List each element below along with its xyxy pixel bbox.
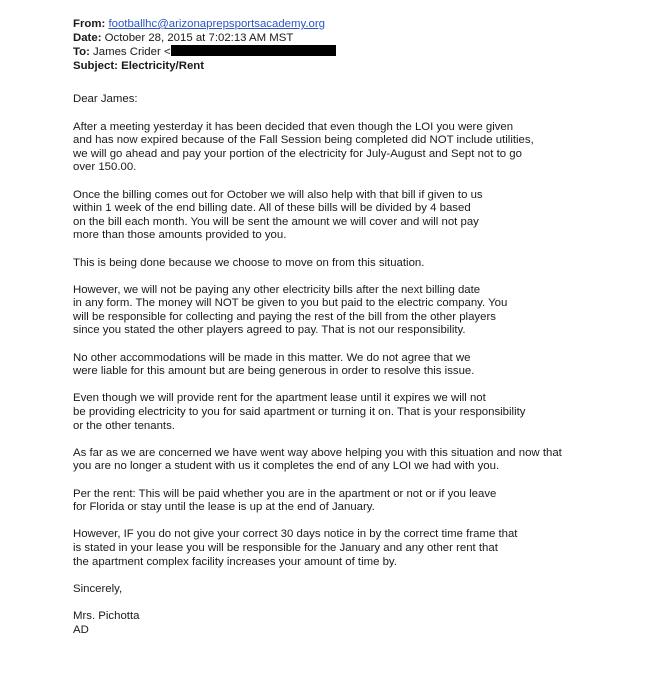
body-paragraph-1: After a meeting yesterday it has been decided that even though the LOI you were given and has now expired because of the Fall Session being completed did NOT include utilities, we will go ahead and pay your portion of the electricity for July-August and Sept not to go over 150.00. [73, 120, 534, 174]
to-label: To: [73, 46, 90, 59]
body-paragraph-9: However, IF you do not give your correct 30 days notice in by the correct time frame that is stated in your lease you will be responsible for the January and any other rent that the apartment complex facility increases your amount of time by. [73, 528, 518, 568]
body-paragraph-8: Per the rent: This will be paid whether you are in the apartment or not or if you leave for Florida or stay until the lease is up at the end of January. [73, 487, 497, 514]
date-label: Date: [73, 31, 102, 44]
from-line [73, 18, 633, 32]
signature-title: AD [73, 623, 89, 636]
email-body [73, 93, 633, 637]
body-paragraph-5: No other accommodations will be made in this matter. We do not agree that we were liable for this amount but are being generous in order to resolve this issue. [73, 351, 475, 378]
email-header [73, 18, 633, 73]
greeting: Dear James: [73, 93, 138, 106]
body-paragraph-3: This is being done because we choose to move on from this situation. [73, 256, 425, 269]
redaction-bar [171, 45, 336, 56]
signature-block [73, 610, 633, 637]
body-paragraph-2: Once the billing comes out for October we will also help with that bill if given to us within 1 week of the end billing date. All of these bills will be divided by 4 based on the bill each month. You will be sent the amount we will cover and will not pay more than those amounts provided to you. [73, 188, 483, 242]
closing: Sincerely, [73, 582, 123, 595]
subject-label: Subject: [73, 59, 118, 72]
from-email-link[interactable]: footballhc@arizonaprepsportsacademy.org [108, 18, 325, 30]
subject-line [73, 60, 633, 74]
to-line [73, 45, 633, 60]
body-paragraph-7: As far as we are concerned we have went way above helping you with this situation and now that you are no longer a student with us it completes the end of any LOI we had with you. [73, 446, 562, 473]
date-value: October 28, 2015 at 7:02:13 AM MST [104, 31, 294, 44]
date-line [73, 32, 633, 46]
to-value: James Crider < [93, 46, 171, 59]
from-label: From: [73, 18, 106, 30]
subject-value: Electricity/Rent [121, 59, 205, 72]
signature-name: Mrs. Pichotta [73, 609, 140, 622]
body-paragraph-4: However, we will not be paying any other electricity bills after the next billing date in any form. The money will NOT be given to you but paid to the electric company. You will be responsible for collecting and paying the rest of the bill from the other players since you stated the other players agreed to pay. That is not our responsibility. [73, 283, 508, 337]
email-message [73, 18, 633, 637]
body-paragraph-6: Even though we will provide rent for the apartment lease until it expires we will not be providing electricity to you for said apartment or turning it on. That is your responsibility or the other tenants. [73, 392, 526, 432]
